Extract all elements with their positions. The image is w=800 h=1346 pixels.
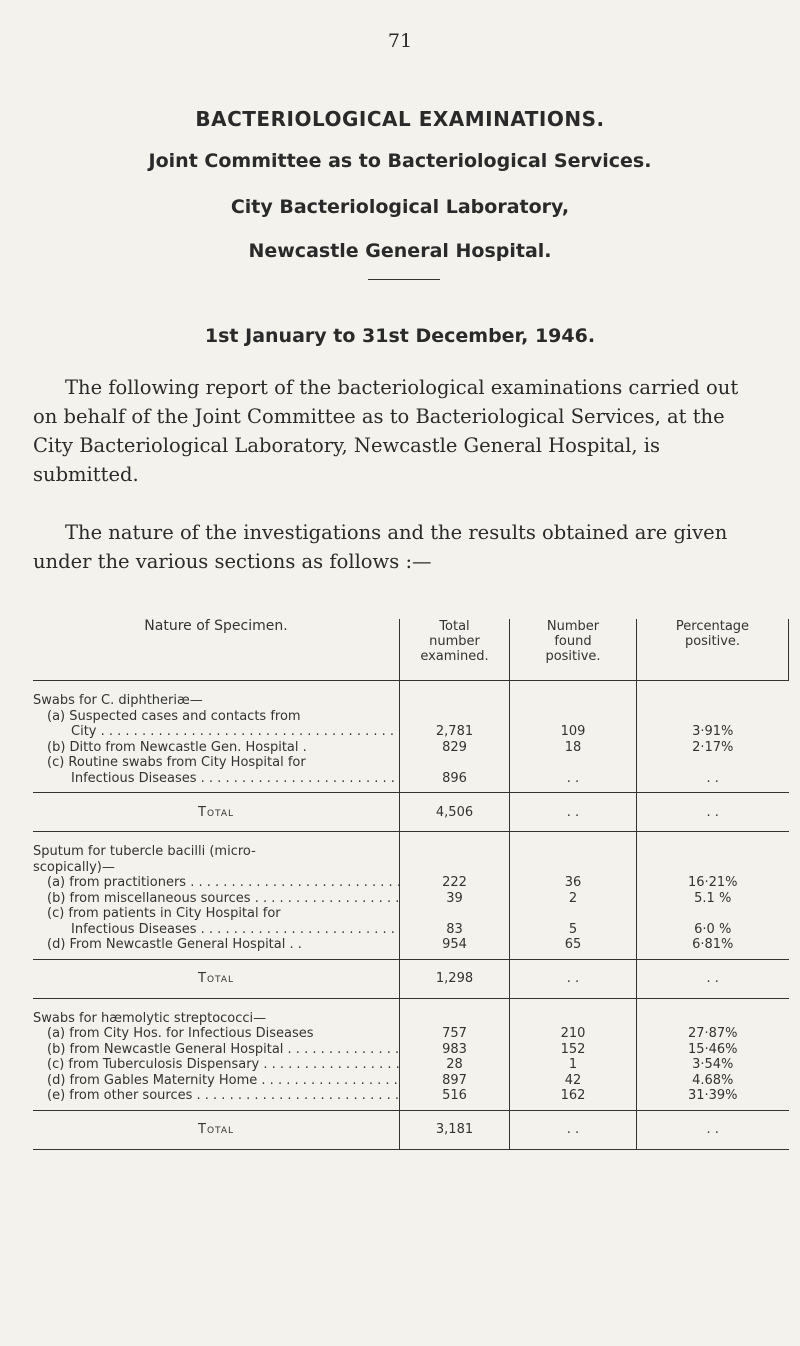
section-streptococci-positives: 210 152 1 42 162 [510,998,637,1110]
total-value: 1,298 [400,959,510,998]
table-header-row [33,619,789,681]
report-period: 1st January to 31st December, 1946. [204,325,596,347]
page-title: BACTERIOLOGICAL EXAMINATIONS. [195,107,605,131]
total-label: Total [33,959,400,998]
intro-paragraph: The following report of the bacteriological examinations carried out on behalf of the Joint Committee as to Bacteriological Services, at the City Bacteriological Laboratory, Newcastle General Hospital, is submitted. [33,376,739,486]
divider-rule [368,279,440,280]
sections-paragraph: The nature of the investigations and the results obtained are given under the various sections as follows :— [33,521,728,573]
table-row [33,998,789,1110]
committee-subtitle: Joint Committee as to Bacteriological Services. [148,150,652,172]
header-number-positive: Number found positive. [510,619,637,681]
total-label: Total [33,1110,400,1149]
header-nature: Nature of Specimen. [33,619,400,681]
total-label: Total [33,793,400,832]
laboratory-subtitle: City Bacteriological Laboratory, [230,196,570,218]
total-value: 3,181 [400,1110,510,1149]
section-diphtheria-percentages: 3·91% 2·17% . . [637,681,789,793]
section-sputum-totals: 222 39 83 954 [400,832,510,960]
section-diphtheria-totals: 2,781 829 896 [400,681,510,793]
section-diphtheria-positives: 109 18 . . [510,681,637,793]
section-sputum-percentages: 16·21% 5.1 % 6·0 % 6·81% [637,832,789,960]
table-row: Total 4,506 . . . . [33,793,789,832]
section-diphtheria-labels: Swabs for C. diphtheriæ— (a) Suspected cases and contacts from City . . . (b) Ditto from Newcastle Gen. Hospital . (c) Routine swabs from City Hospital for Infectious Diseases . . . [33,681,400,793]
table-row: Total 1,298 . . . . [33,959,789,998]
table-row [33,832,789,960]
table-row: Total 3,181 . . . . [33,1110,789,1149]
examinations-table [33,619,789,1150]
table-row [33,681,789,793]
section-sputum-positives: 36 2 5 65 [510,832,637,960]
section-streptococci-totals: 757 983 28 897 516 [400,998,510,1110]
header-total-examined: Total number examined. [400,619,510,681]
page-number: 71 [387,30,413,52]
section-streptococci-labels: Swabs for hæmolytic streptococci— (a) from City Hos. for Infectious Diseases (b) from Newcastle General Hospital . . . (c) from Tuberculosis Dispensary . . . (d) from Gables Maternity Home . . . (e) from other sources . . . [33,998,400,1110]
section-streptococci-percentages: 27·87% 15·46% 3·54% 4.68% 31·39% [637,998,789,1110]
section-sputum-labels: Sputum for tubercle bacilli (micro- scopically)— (a) from practitioners . . . (b) from miscellaneous sources . . . (c) from patients in City Hospital for Infectious Diseases . . . (d) From Newcastle General Hospital . . [33,832,400,960]
total-value: 4,506 [400,793,510,832]
hospital-subtitle: Newcastle General Hospital. [248,240,552,262]
header-percentage-positive: Percentage positive. [637,619,789,681]
